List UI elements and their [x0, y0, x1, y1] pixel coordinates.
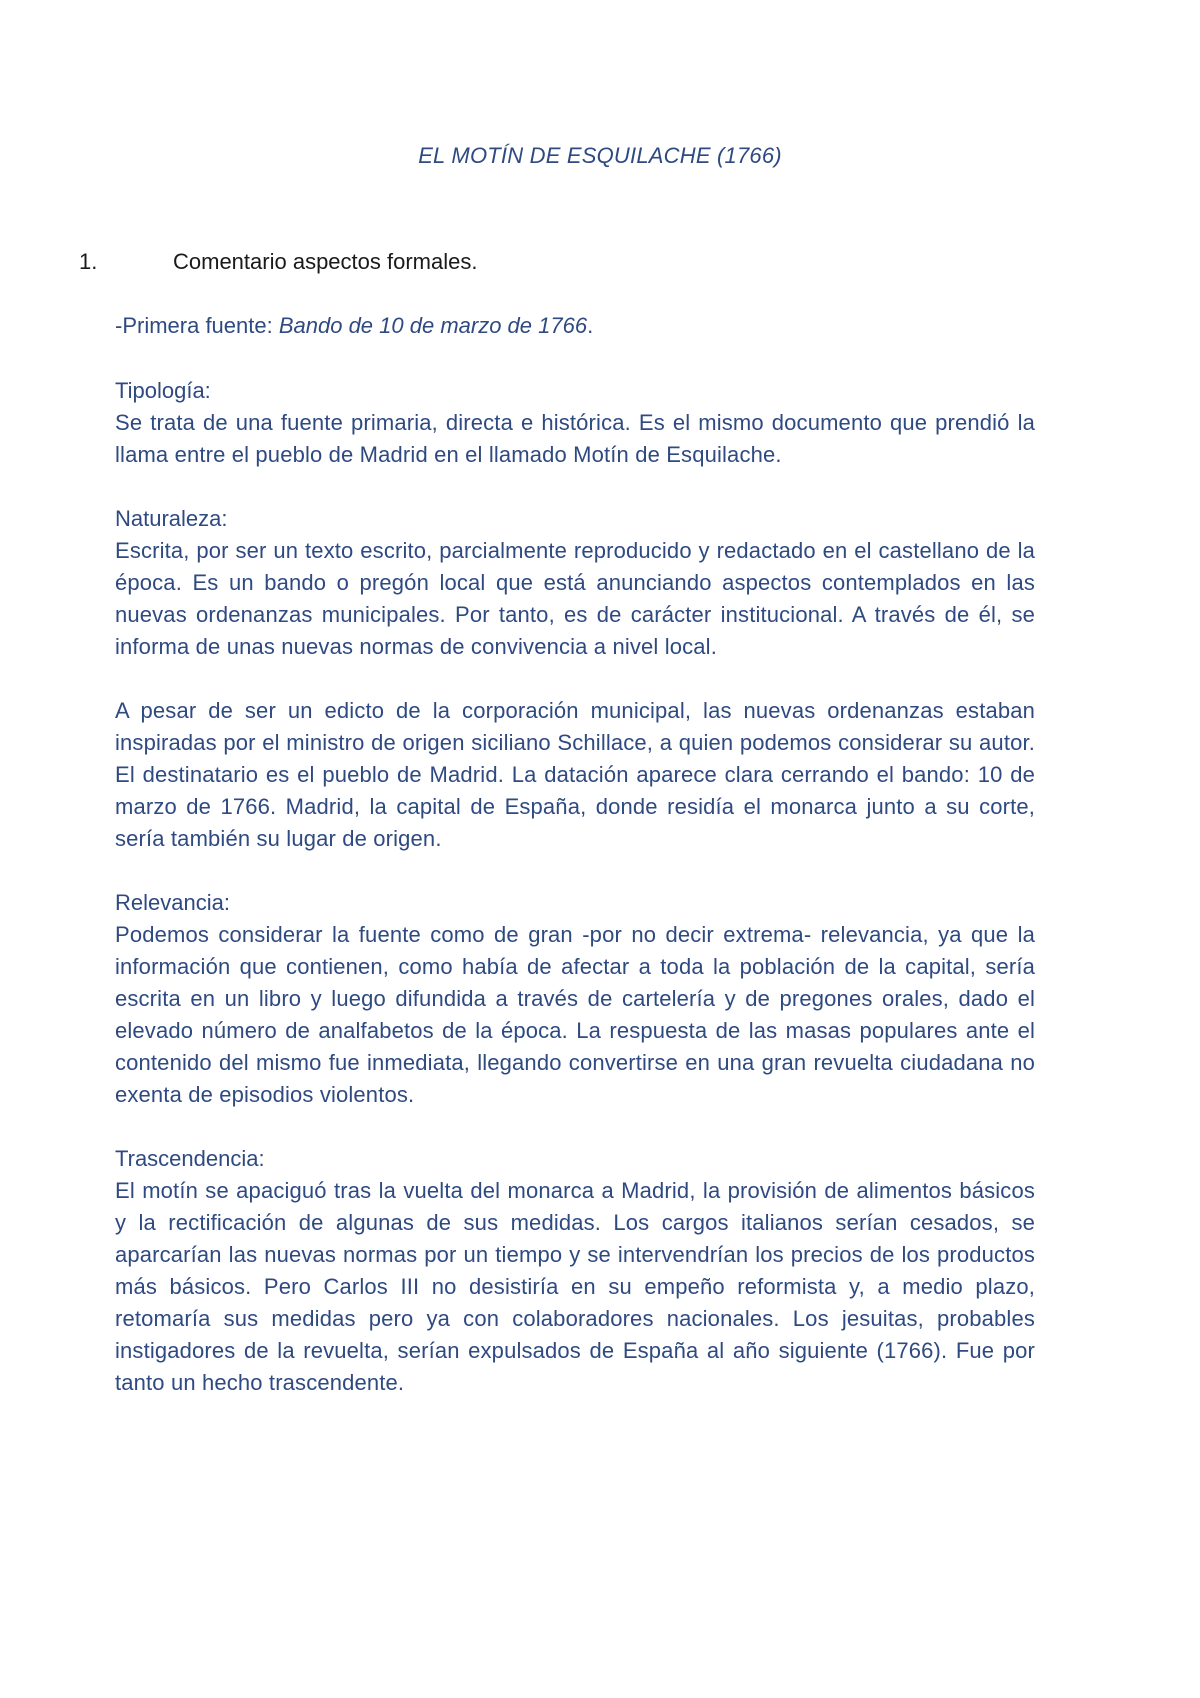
- document-body: [115, 375, 1035, 1431]
- heading-text: Comentario aspectos formales.: [173, 249, 478, 274]
- source-line: [115, 313, 593, 339]
- section-relevancia: [115, 887, 1035, 1111]
- section-trascendencia: [115, 1143, 1035, 1399]
- heading-number: 1.: [79, 249, 98, 274]
- trascendencia-label: Trascendencia:: [115, 1146, 265, 1171]
- relevancia-label: Relevancia:: [115, 890, 230, 915]
- tipologia-paragraph: Se trata de una fuente primaria, directa e histórica. Es el mismo documento que prendió la llama entre el pueblo de Madrid en el llamado Motín de Esquilache.: [115, 410, 1035, 467]
- relevancia-paragraph: Podemos considerar la fuente como de gran -por no decir extrema- relevancia, ya que la información que contienen, como había de afectar a toda la población de la capital, sería escrita en un libro y luego difundida a través de cartelería y de pregones orales, dado el elevado número de analfabetos de la época. La respuesta de las masas populares ante el contenido del mismo fue inmediata, llegando convertirse en una gran revuelta ciudadana no exenta de episodios violentos.: [115, 922, 1035, 1107]
- naturaleza-paragraph-2: A pesar de ser un edicto de la corporación municipal, las nuevas ordenanzas estaban inspiradas por el ministro de origen siciliano Schillace, a quien podemos considerar su autor. El destinatario es el pueblo de Madrid. La datación aparece clara cerrando el bando: 10 de marzo de 1766. Madrid, la capital de España, donde residía el monarca junto a su corte, sería también su lugar de origen.: [115, 698, 1035, 851]
- tipologia-label: Tipología:: [115, 378, 211, 403]
- source-title: Bando de 10 de marzo de 1766: [278, 313, 588, 338]
- section-heading: [79, 249, 477, 275]
- naturaleza-paragraph: Escrita, por ser un texto escrito, parcialmente reproducido y redactado en el castellano de la época. Es un bando o pregón local que está anunciando aspectos contemplados en las nuevas ordenanzas municipales. Por tanto, es de carácter institucional. A través de él, se informa de unas nuevas normas de convivencia a nivel local.: [115, 538, 1035, 659]
- trascendencia-paragraph: El motín se apaciguó tras la vuelta del monarca a Madrid, la provisión de alimentos básicos y la rectificación de algunas de sus medidas. Los cargos italianos serían cesados, se aparcarían las nuevas normas por un tiempo y se intervendrían los precios de los productos más básicos. Pero Carlos III no desistiría en su empeño reformista y, a medio plazo, retomaría sus medidas pero ya con colaboradores nacionales. Los jesuitas, probables instigadores de la revuelta, serían expulsados de España al año siguiente (1766). Fue por tanto un hecho trascendente.: [115, 1178, 1035, 1395]
- source-prefix: -Primera fuente:: [115, 313, 279, 338]
- section-tipologia: [115, 375, 1035, 471]
- naturaleza-label: Naturaleza:: [115, 506, 228, 531]
- document-title: EL MOTÍN DE ESQUILACHE (1766): [418, 143, 782, 168]
- section-naturaleza-continued: [115, 695, 1035, 855]
- source-suffix: .: [587, 313, 594, 338]
- section-naturaleza: [115, 503, 1035, 663]
